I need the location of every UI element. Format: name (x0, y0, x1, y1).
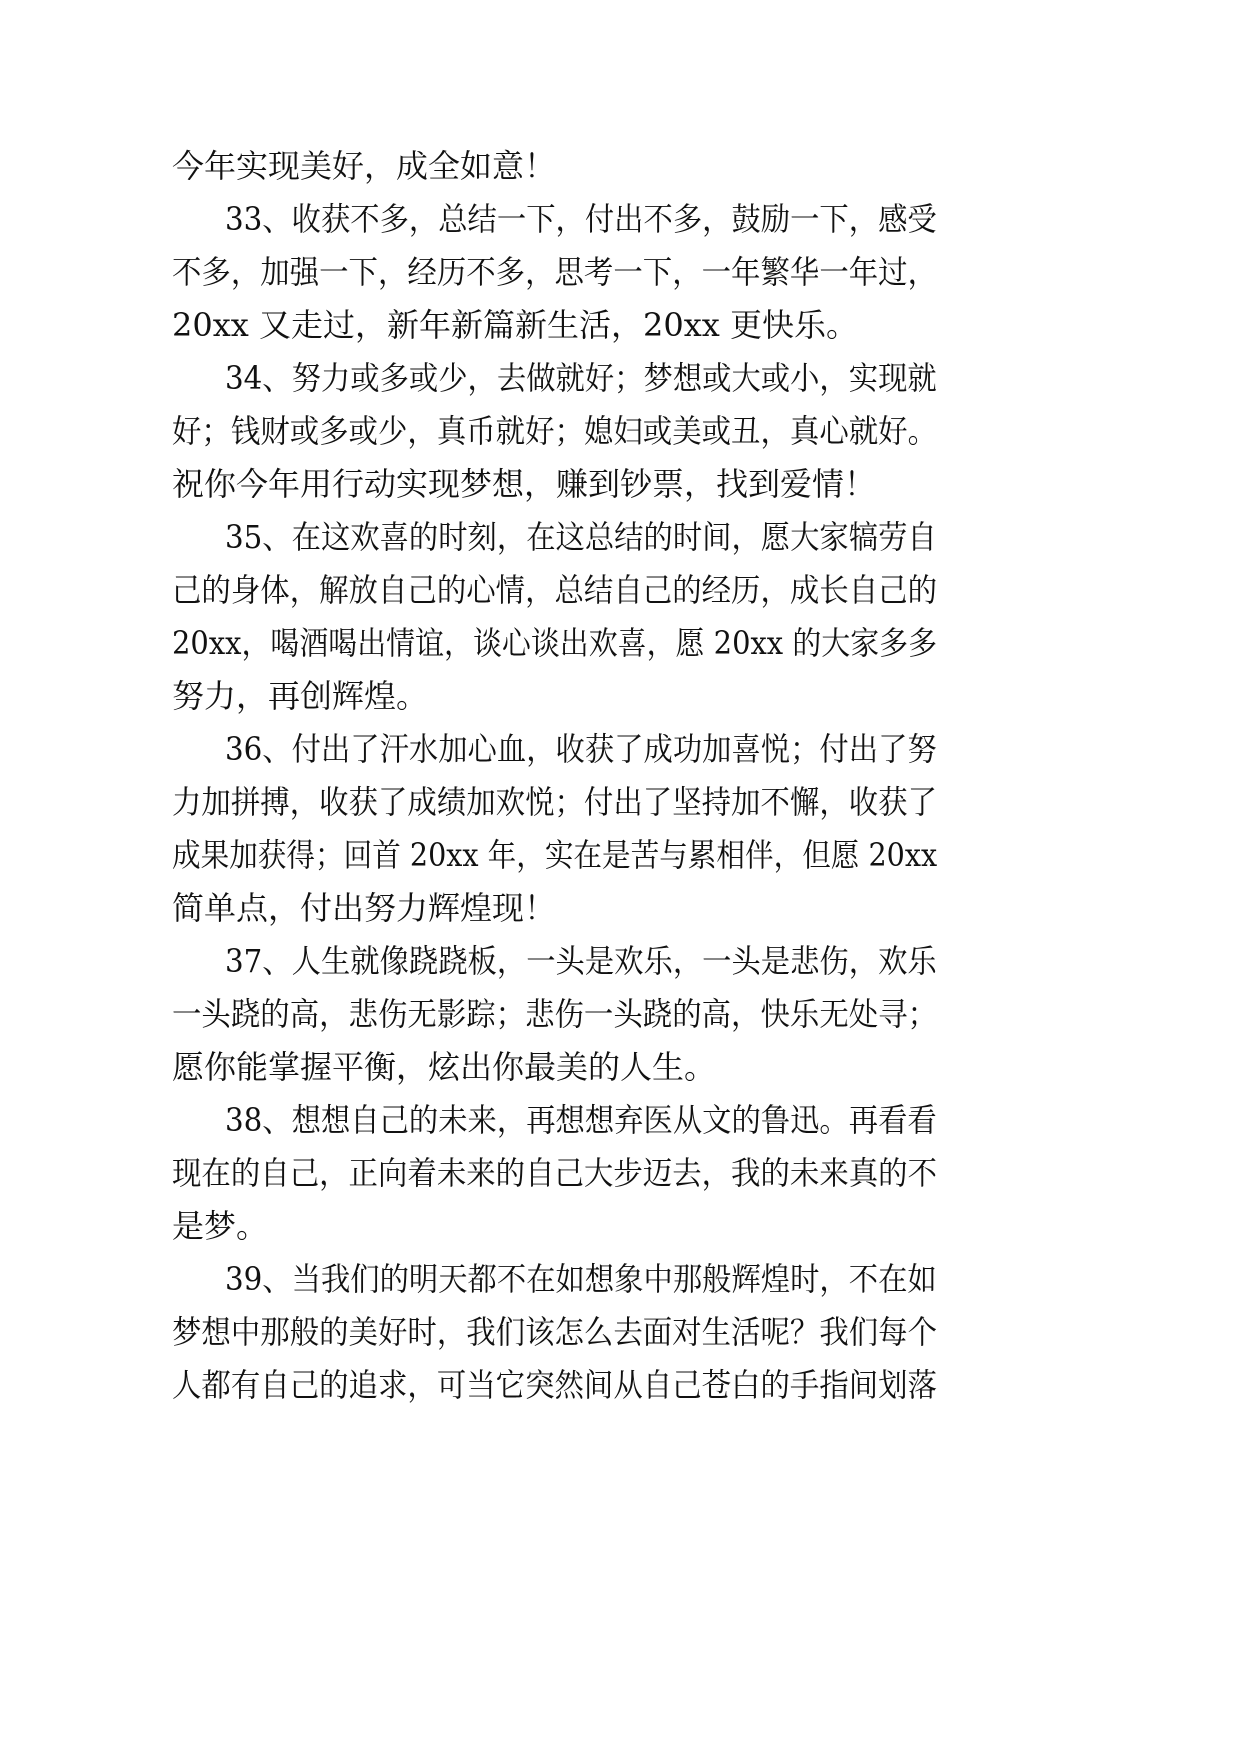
text-line: 39、当我们的明天都不在如想象中那般辉煌时，不在如 (225, 1260, 937, 1298)
text-line: 梦想中那般的美好时，我们该怎么去面对生活呢？我们每个 (172, 1313, 938, 1351)
text-line: 一头跷的高，悲伤无影踪；悲伤一头跷的高，快乐无处寻； (172, 995, 938, 1033)
text-line: 20xx 又走过，新年新篇新生活，20xx 更快乐。 (172, 306, 858, 344)
text-line: 37、人生就像跷跷板，一头是欢乐，一头是悲伤，欢乐 (225, 942, 937, 980)
text-line: 简单点，付出努力辉煌现！ (172, 889, 557, 927)
text-line: 38、想想自己的未来，再想想弃医从文的鲁迅。再看看 (225, 1101, 937, 1139)
text-line: 力加拼搏，收获了成绩加欢悦；付出了坚持加不懈，收获了 (172, 783, 938, 821)
text-line: 不多，加强一下，经历不多，思考一下，一年繁华一年过， (172, 253, 938, 291)
text-line: 努力，再创辉煌。 (172, 677, 429, 715)
text-line: 好；钱财或多或少，真币就好；媳妇或美或丑，真心就好。 (172, 412, 938, 450)
text-line: 36、付出了汗水加心血，收获了成功加喜悦；付出了努 (225, 730, 937, 768)
text-line: 成果加获得；回首 20xx 年，实在是苦与累相伴，但愿 20xx (172, 836, 938, 874)
text-line: 是梦。 (172, 1207, 269, 1245)
text-line: 现在的自己，正向着未来的自己大步迈去，我的未来真的不 (172, 1154, 938, 1192)
text-line: 祝你今年用行动实现梦想，赚到钞票，找到爱情！ (172, 465, 877, 503)
text-line: 35、在这欢喜的时刻，在这总结的时间，愿大家犒劳自 (225, 518, 937, 556)
text-line: 34、努力或多或少，去做就好；梦想或大或小，实现就 (225, 359, 937, 397)
text-line: 人都有自己的追求，可当它突然间从自己苍白的手指间划落 (172, 1366, 938, 1404)
text-line: 33、收获不多，总结一下，付出不多，鼓励一下，感受 (225, 200, 937, 238)
text-line: 愿你能掌握平衡，炫出你最美的人生。 (172, 1048, 717, 1086)
text-line: 20xx，喝酒喝出情谊，谈心谈出欢喜，愿 20xx 的大家多多 (172, 624, 938, 662)
text-line: 今年实现美好，成全如意！ (172, 147, 557, 185)
text-line: 己的身体，解放自己的心情，总结自己的经历，成长自己的 (172, 571, 938, 609)
